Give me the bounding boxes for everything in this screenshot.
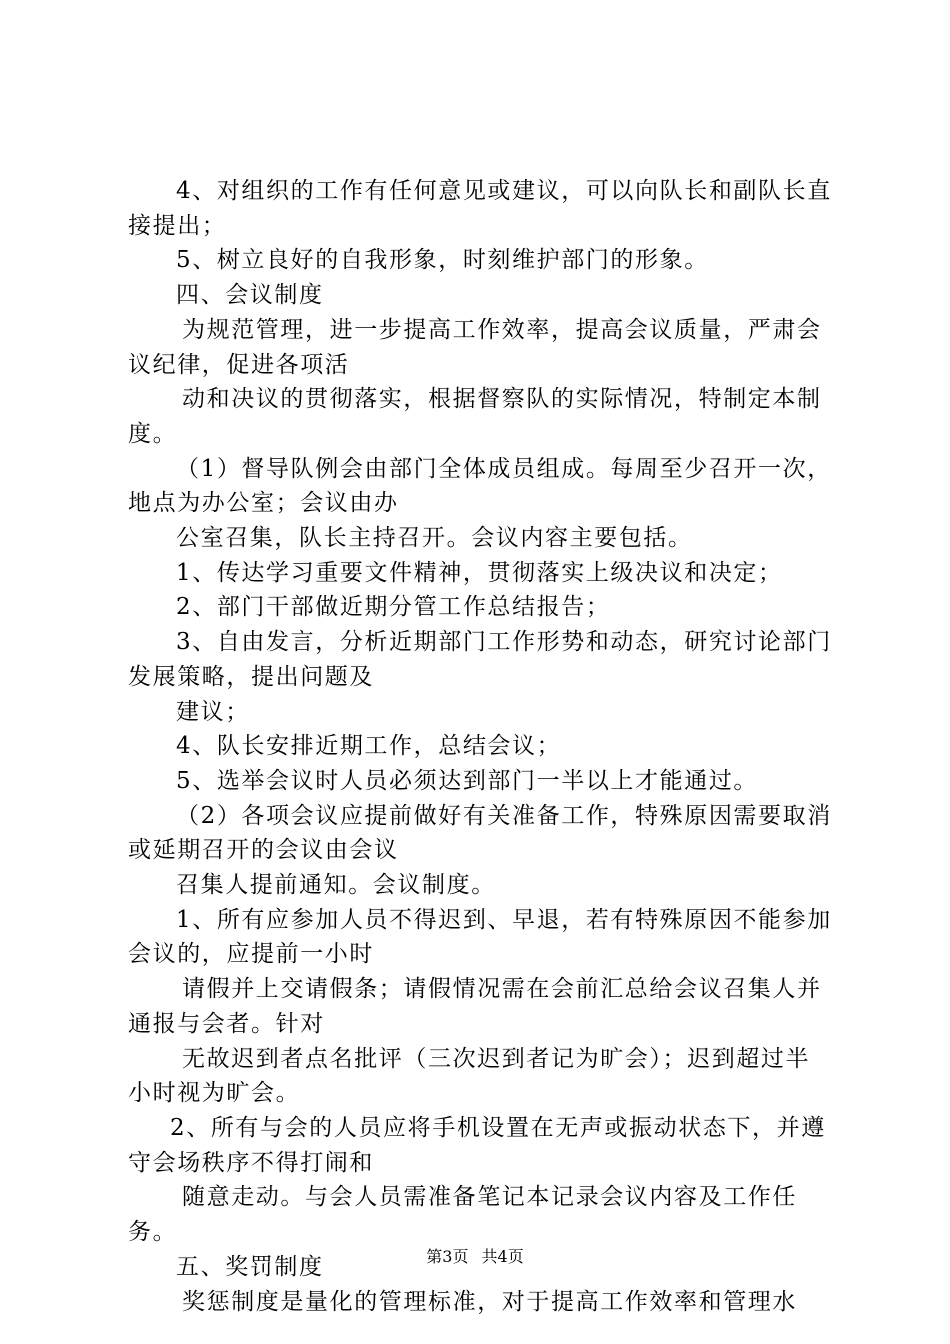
paragraph: 随意走动。与会人员需准备笔记本记录会议内容及工作任务。 <box>128 1184 797 1246</box>
list-item: 5、选举会议时人员必须达到部门一半以上才能通过。 <box>176 767 759 794</box>
paragraph: 奖惩制度是量化的管理标准，对于提高工作效率和管理水 <box>182 1288 797 1315</box>
paragraph: 5、树立良好的自我形象，时刻维护部门的形象。 <box>176 247 709 274</box>
paragraph: 动和决议的贯彻落实，根据督察队的实际情况，特制定本制度。 <box>128 386 822 447</box>
list-item: 4、队长安排近期工作，总结会议； <box>176 733 562 760</box>
paragraph: 公室召集，队长主持召开。会议内容主要包括。 <box>176 525 693 552</box>
paragraph: （2）各项会议应提前做好有关准备工作，特殊原因需要取消或延期召开的会议由会议 <box>128 802 832 864</box>
paragraph: 4、对组织的工作有任何意见或建议，可以向队长和副队长直接提出； <box>128 178 832 239</box>
section-heading: 五、奖罚制度 <box>176 1253 324 1280</box>
paragraph: 无故迟到者点名批评（三次迟到者记为旷会）；迟到超过半小时视为旷会。 <box>128 1045 811 1107</box>
paragraph: 为规范管理，进一步提高工作效率，提高会议质量，严肃会议纪律，促进各项活 <box>128 316 822 378</box>
list-item: 2、部门干部做近期分管工作总结报告； <box>176 594 611 621</box>
page-total: 共4页 <box>481 1247 524 1266</box>
paragraph: 请假并上交请假条；请假情况需在会前汇总给会议召集人并通报与会者。针对 <box>128 976 822 1037</box>
paragraph: （1）督导队例会由部门全体成员组成。每周至少召开一次，地点为办公室；会议由办 <box>128 455 832 517</box>
page-footer <box>0 1244 950 1267</box>
list-item: 1、传达学习重要文件精神，贯彻落实上级决议和决定； <box>176 559 783 586</box>
section-heading: 四、会议制度 <box>176 282 324 309</box>
document-body <box>128 174 834 1319</box>
list-item: 3、自由发言，分析近期部门工作形势和动态，研究讨论部门发展策略，提出问题及 <box>128 629 832 690</box>
page-number: 第3页 <box>426 1247 469 1266</box>
paragraph: 建议； <box>176 698 250 725</box>
list-item: 1、所有应参加人员不得迟到、早退，若有特殊原因不能参加会议的，应提前一小时 <box>128 906 832 968</box>
paragraph: 召集人提前通知。会议制度。 <box>176 872 496 899</box>
list-item: 2、所有与会的人员应将手机设置在无声或振动状态下，并遵守会场秩序不得打闹和 <box>128 1114 826 1176</box>
